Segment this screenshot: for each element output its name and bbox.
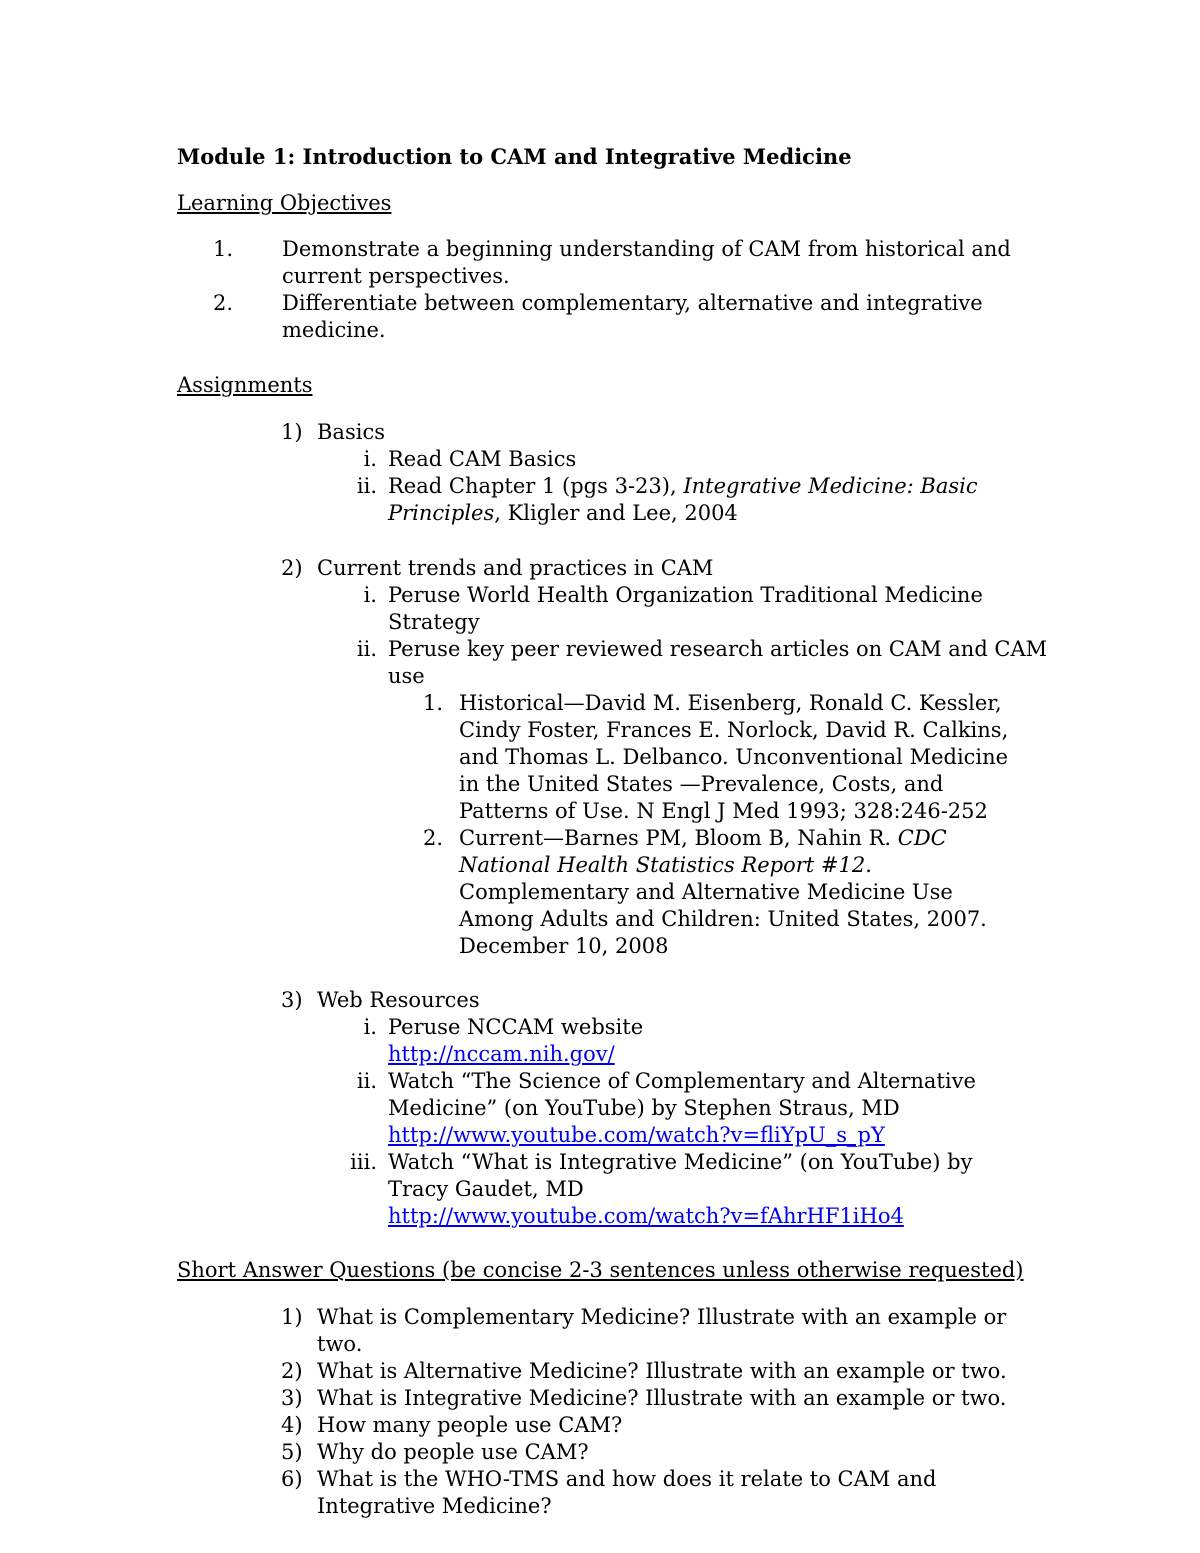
nccam-link[interactable]: http://nccam.nih.gov/ (388, 1042, 615, 1066)
item-number: i. (363, 1015, 377, 1039)
item-text: Watch “What is Integrative Medicine” (on YouTube) by Tracy Gaudet, MD (388, 1150, 973, 1201)
book-title: Integrative Medicine: Basic Principles (388, 474, 978, 525)
section-number: 3) (281, 988, 303, 1012)
item-number: iii. (350, 1150, 377, 1174)
item-text: Watch “The Science of Complementary and Alternative Medicine” (on YouTube) by Stephen Straus, MD (388, 1069, 976, 1120)
item-text: Why do people use CAM? (317, 1440, 589, 1464)
assignments-heading: Assignments (177, 373, 313, 397)
item-number: 5) (281, 1440, 303, 1464)
item-text: Demonstrate a beginning understanding of CAM from historical and current perspectives. (282, 237, 1011, 288)
short-answer-list (177, 1304, 1057, 1520)
list-item (177, 1466, 1057, 1520)
list-item (177, 446, 1057, 473)
list-item (177, 1385, 1057, 1412)
assignment-section (177, 555, 1057, 960)
item-number: 2) (281, 1359, 303, 1383)
section-label: Basics (317, 420, 385, 444)
item-text: Historical—David M. Eisenberg, Ronald C. Kessler, Cindy Foster, Frances E. Norlock, David R. Calkins, and Thomas L. Delbanco. Unconventional Medicine in the United States —Prevalence, Costs, and Patterns of Use. N Engl J Med 1993; 328:246-252 (459, 691, 1009, 823)
item-number: 1. (213, 237, 234, 261)
list-item (177, 1068, 1057, 1149)
list-item (177, 1014, 1057, 1068)
item-number: 6) (281, 1467, 303, 1491)
list-item (177, 236, 1057, 290)
item-text: Read Chapter 1 (pgs 3-23), Integrative Medicine: Basic Principles, Kligler and Lee, 2004 (388, 474, 978, 525)
item-number: ii. (356, 474, 377, 498)
list-item (177, 290, 1057, 344)
item-number: 2. (423, 826, 444, 850)
item-text: Read CAM Basics (388, 447, 577, 471)
item-number: 2. (213, 291, 234, 315)
section-number: 1) (281, 420, 303, 444)
item-text: What is Complementary Medicine? Illustrate with an example or two. (317, 1305, 1007, 1356)
section-label: Current trends and practices in CAM (317, 556, 714, 580)
item-number: 3) (281, 1386, 303, 1410)
item-number: 1. (423, 691, 444, 715)
item-number: ii. (356, 637, 377, 661)
item-number: 4) (281, 1413, 303, 1437)
item-text: Peruse NCCAM website (388, 1015, 644, 1039)
list-item (177, 1358, 1057, 1385)
assignment-section (177, 419, 1057, 527)
list-item (177, 582, 1057, 636)
learning-objectives-heading: Learning Objectives (177, 191, 392, 215)
list-item (177, 1412, 1057, 1439)
item-number: 1) (281, 1305, 303, 1329)
report-title: CDC National Health Statistics Report #12 (459, 826, 947, 877)
assignment-section (177, 987, 1057, 1230)
youtube-link-gaudet[interactable]: http://www.youtube.com/watch?v=fAhrHF1iHo4 (388, 1204, 904, 1228)
section-number: 2) (281, 556, 303, 580)
sub-list-item (177, 690, 1057, 825)
item-text: Peruse key peer reviewed research articles on CAM and CAM use (388, 637, 1048, 688)
item-number: i. (363, 583, 377, 607)
item-text: What is Alternative Medicine? Illustrate with an example or two. (317, 1359, 1007, 1383)
youtube-link-straus[interactable]: http://www.youtube.com/watch?v=fliYpU_s_pY (388, 1123, 885, 1147)
sub-list-item (177, 825, 1057, 960)
learning-objectives-list (177, 236, 1057, 344)
short-answer-heading: Short Answer Questions (be concise 2-3 sentences unless otherwise requested) (177, 1258, 1024, 1282)
list-item (177, 1439, 1057, 1466)
list-item (177, 1304, 1057, 1358)
item-number: i. (363, 447, 377, 471)
page-title: Module 1: Introduction to CAM and Integrative Medicine (177, 144, 852, 169)
section-label: Web Resources (317, 988, 480, 1012)
item-text: What is the WHO-TMS and how does it relate to CAM and Integrative Medicine? (317, 1467, 937, 1518)
item-text: How many people use CAM? (317, 1413, 623, 1437)
item-text: Peruse World Health Organization Traditional Medicine Strategy (388, 583, 983, 634)
item-text: Current—Barnes PM, Bloom B, Nahin R. CDC National Health Statistics Report #12. Complementary and Alternative Medicine Use Among Adults and Children: United States, 2007. December 10, 2008 (459, 826, 987, 958)
item-text: What is Integrative Medicine? Illustrate with an example or two. (317, 1386, 1007, 1410)
item-number: ii. (356, 1069, 377, 1093)
item-text: Differentiate between complementary, alternative and integrative medicine. (282, 291, 983, 342)
list-item (177, 1149, 1057, 1230)
list-item (177, 636, 1057, 690)
list-item (177, 473, 1057, 527)
document-page (177, 143, 1057, 1520)
